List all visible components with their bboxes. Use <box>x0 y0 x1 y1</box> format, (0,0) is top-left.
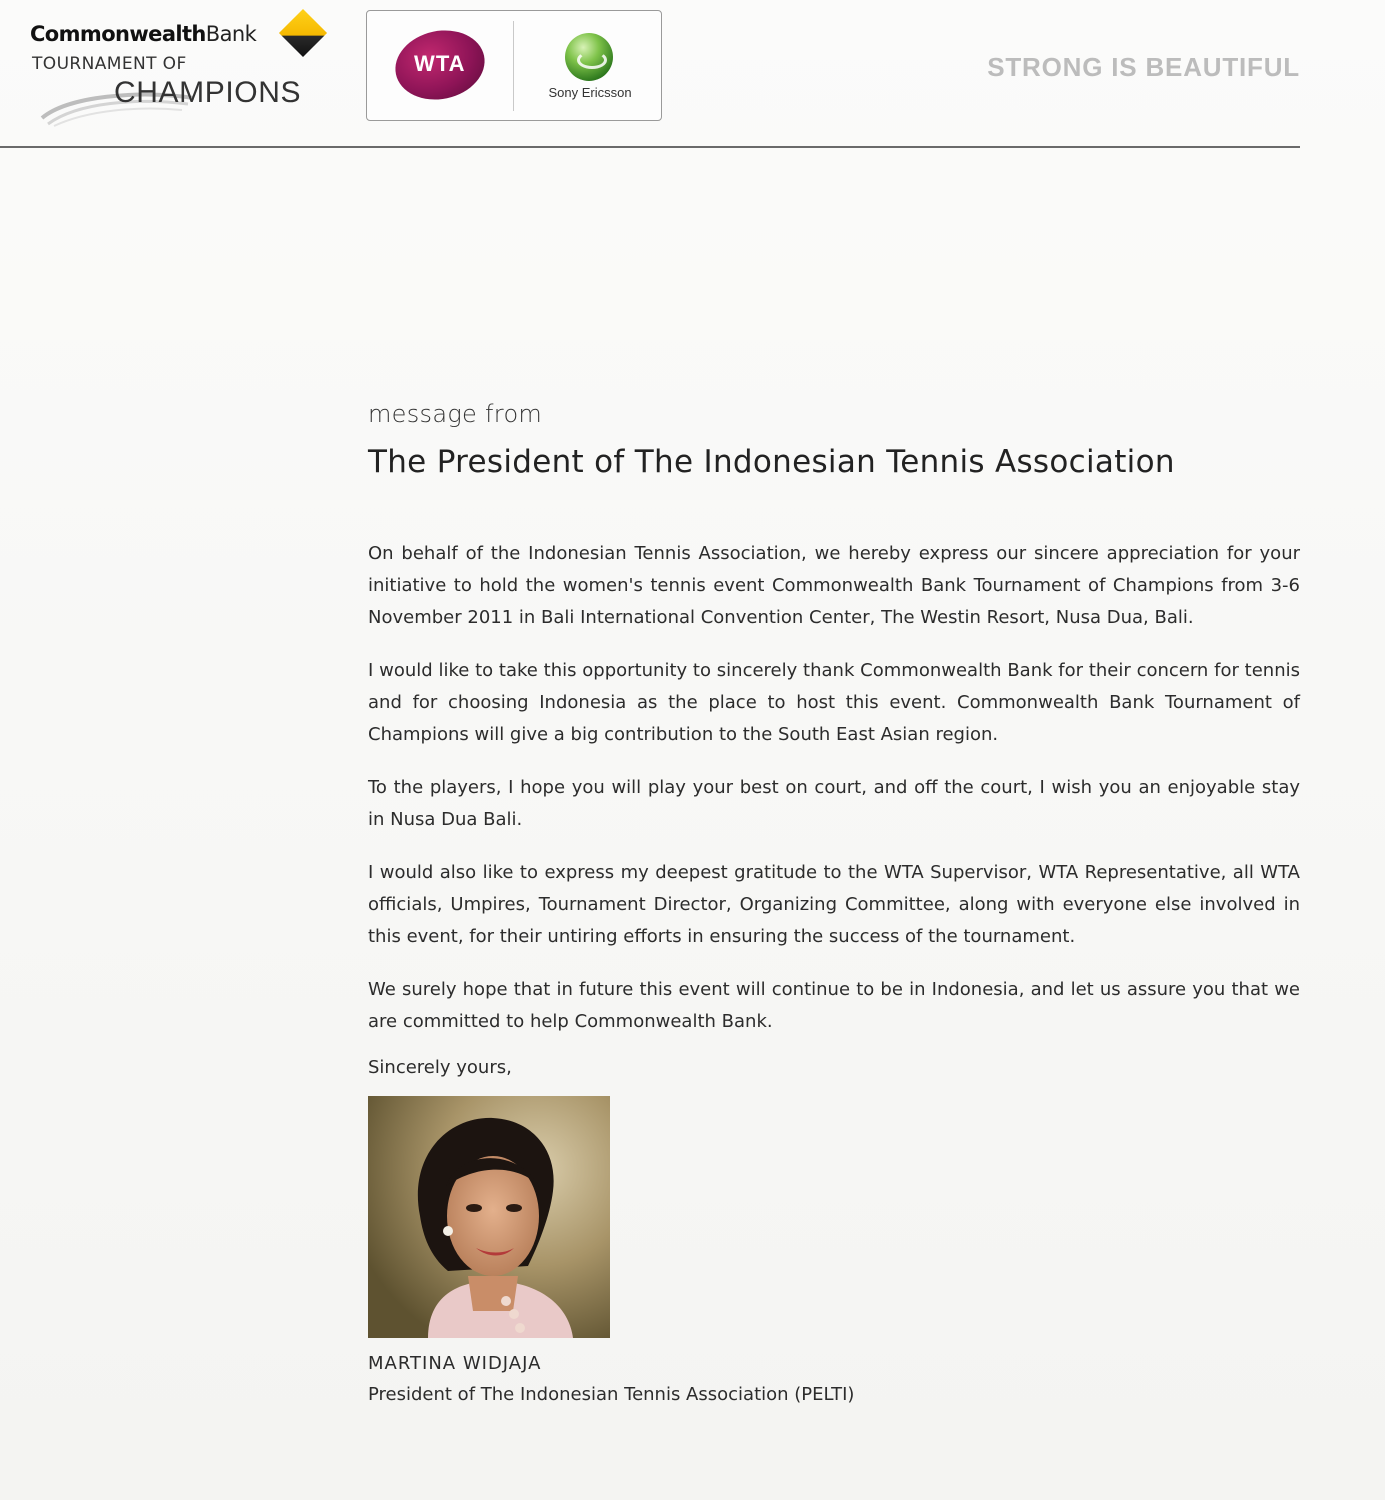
sony-ericsson-label: Sony Ericsson <box>548 85 632 100</box>
page-header <box>0 0 1385 148</box>
paragraph: We surely hope that in future this event will continue to be in Indonesia, and let us assure you that we are committed to help Commonwealth Bank. <box>368 979 1300 1032</box>
sponsor-divider <box>513 21 514 111</box>
paragraph: To the players, I hope you will play your best on court, and off the court, I wish you an enjoyable stay in Nusa Dua Bali. <box>368 777 1300 830</box>
tagline: STRONG IS BEAUTIFUL <box>987 52 1300 82</box>
paragraph: On behalf of the Indonesian Tennis Association, we hereby express our sincere appreciation for your initiative to hold the women's tennis event Commonwealth Bank Tournament of Champions from 3-6 November 2011 in Bali International Convention Center, The Westin Resort, Nusa Dua, Bali. <box>368 543 1300 628</box>
champions-label: CHAMPIONS <box>114 76 302 109</box>
sony-ericsson-orb-icon <box>565 33 613 81</box>
closing-line: Sincerely yours, <box>368 1057 512 1078</box>
paragraph: I would like to take this opportunity to sincerely thank Commonwealth Bank for their concern for tennis and for choosing Indonesia as the place to host this event. Commonwealth Bank Tournament of Champions will give a big contribution to the South East Asian region. <box>368 660 1300 745</box>
sponsor-logo-box <box>366 10 662 121</box>
signatory-name: MARTINA WIDJAJA <box>368 1353 542 1374</box>
header-divider <box>0 146 1300 148</box>
message-content <box>368 400 1300 1405</box>
signatory-portrait <box>368 1096 610 1338</box>
wta-logo-text: WTA <box>414 51 466 77</box>
wta-logo <box>389 22 491 107</box>
paragraph: I would also like to express my deepest gratitude to the WTA Supervisor, WTA Representative, all WTA officials, Umpires, Tournament Director, Organizing Committee, along with everyone else involved in this event, for their untiring efforts in ensuring the success of the tournament. <box>368 862 1300 947</box>
portrait-illustration <box>368 1096 610 1338</box>
message-intro: message from <box>368 400 543 428</box>
commonwealth-bank-wordmark: CommonwealthBank <box>30 22 257 46</box>
signatory-title: President of The Indonesian Tennis Association (PELTI) <box>368 1384 855 1405</box>
commonwealth-bank-tournament-logo <box>28 10 338 130</box>
message-body <box>368 538 1300 1038</box>
message-title: The President of The Indonesian Tennis Association <box>368 444 1175 480</box>
commonwealth-diamond-icon <box>279 9 327 57</box>
tournament-of-label: TOURNAMENT OF <box>32 54 187 74</box>
